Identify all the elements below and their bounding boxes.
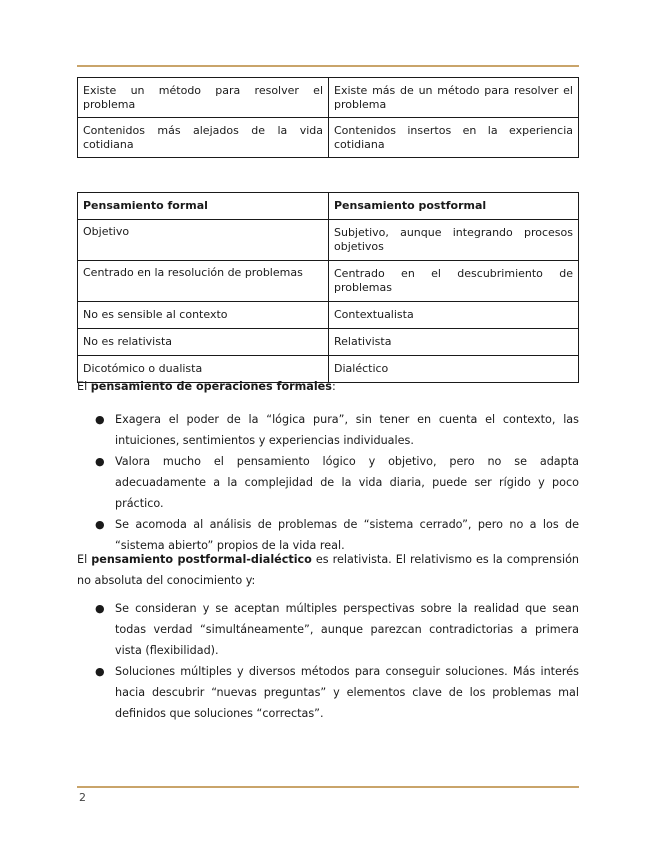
table-cell: Relativista [329,329,579,356]
list-item [77,451,579,514]
table-cell: Dicotómico o dualista [78,356,329,383]
list-item-text: Se acomoda al análisis de problemas de “sistema cerrado”, pero no a los de “sistema abierto” propios de la vida real. [115,518,579,552]
table-header-formal: Pensamiento formal [78,193,329,220]
table-cell: Existe más de un método para resolver el problema [329,78,579,118]
table-row [78,118,579,158]
table-cell: Centrado en la resolución de problemas [78,261,329,302]
para-bold-term: pensamiento postformal-dialéctico [91,553,312,566]
bullet-icon: ● [95,602,105,615]
list-item-text: Valora mucho el pensamiento lógico y objetivo, pero no se adapta adecuadamente a la complejidad de la vida diaria, puede ser rígido y poco práctico. [115,455,579,510]
formal-thinking-intro [77,380,579,394]
table-cell: Existe un método para resolver el problema [78,78,329,118]
postformal-thinking-intro [77,549,579,591]
table-row [78,302,579,329]
bullet-icon: ● [95,518,105,531]
table-row [78,220,579,261]
table-row [78,329,579,356]
table-cell: No es relativista [78,329,329,356]
comparison-table-continued [77,77,579,158]
bullet-icon: ● [95,455,105,468]
table-cell: Objetivo [78,220,329,261]
list-item [77,598,579,661]
bullet-icon: ● [95,665,105,678]
table-cell: Contenidos insertos en la experiencia cotidiana [329,118,579,158]
formal-thinking-list [77,409,579,556]
table-header-postformal: Pensamiento postformal [329,193,579,220]
table-cell: Contextualista [329,302,579,329]
para-text: El [77,380,91,393]
list-item-text: Exagera el poder de la “lógica pura”, sin tener en cuenta el contexto, las intuiciones, sentimientos y experiencias individuales. [115,413,579,447]
list-item [77,661,579,724]
para-text: El [77,553,92,566]
postformal-thinking-list [77,598,579,724]
list-item-text: Soluciones múltiples y diversos métodos para conseguir soluciones. Más interés hacia descubrir “nuevas preguntas” y elementos clave de los problemas mal definidos que soluciones “correctas”. [115,665,579,720]
para-text: es relativista. El relativismo es la comprensión no absoluta del conocimiento y: [77,553,579,587]
table-row [78,261,579,302]
table-row [78,356,579,383]
table-cell: Subjetivo, aunque integrando procesos objetivos [329,220,579,261]
table-cell: Contenidos más alejados de la vida cotidiana [78,118,329,158]
para-text: : [331,380,336,393]
list-item-text: Se consideran y se aceptan múltiples perspectivas sobre la realidad que sean todas verdad “simultáneamente”, aunque parezcan contradictorias a primera vista (flexibilidad). [115,602,579,657]
page-number: 2 [79,791,86,804]
table-row [78,78,579,118]
table-cell: Centrado en el descubrimiento de problemas [329,261,579,302]
bullet-icon: ● [95,413,105,426]
table-cell: No es sensible al contexto [78,302,329,329]
formal-vs-postformal-table [77,192,579,383]
table-header-row [78,193,579,220]
list-item [77,409,579,451]
header-rule [77,65,579,67]
para-bold-term: pensamiento de operaciones formales [90,380,332,393]
table-cell: Dialéctico [329,356,579,383]
footer-rule [77,786,579,788]
